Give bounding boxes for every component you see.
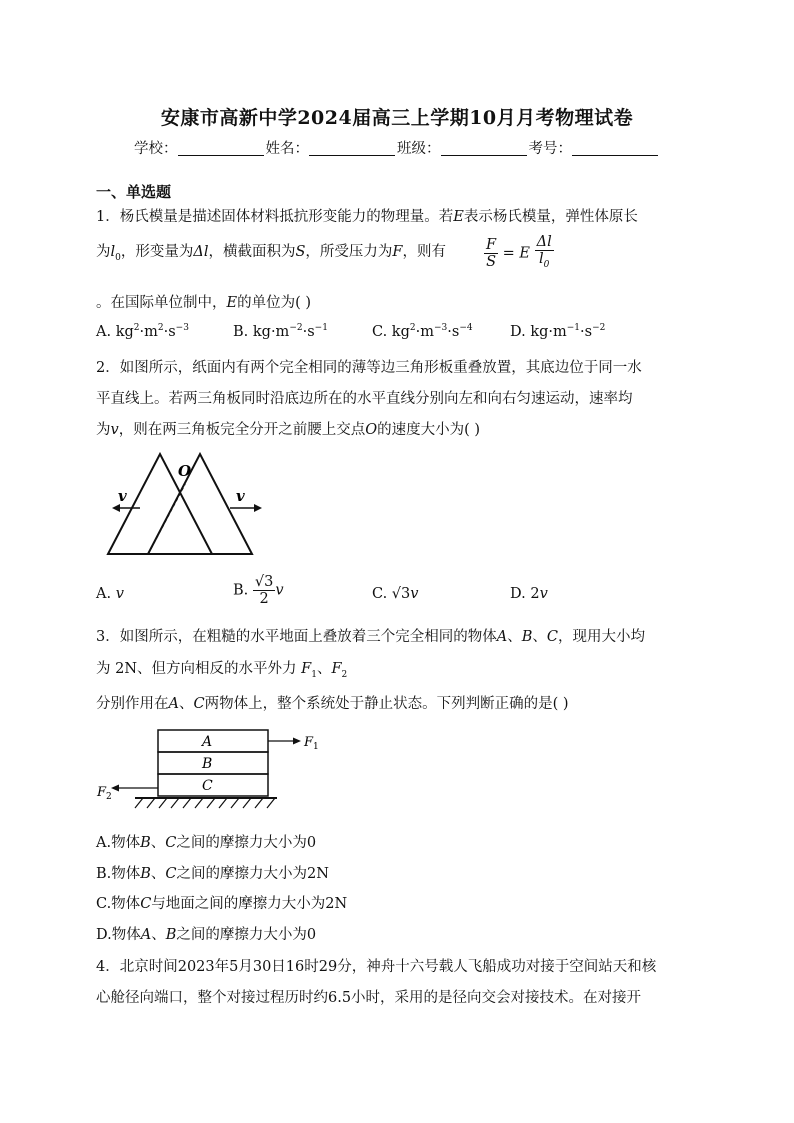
opt-text: ·s <box>302 323 315 340</box>
q3-var: F <box>331 661 342 677</box>
school-blank[interactable] <box>178 141 264 156</box>
exam-no-blank[interactable] <box>572 141 658 156</box>
opt-sup: 2 <box>133 323 140 333</box>
q3-line1 <box>96 625 645 646</box>
opt-text: C. √3 <box>372 586 411 602</box>
q2-option-c[interactable] <box>372 586 418 602</box>
opt-sup: −1 <box>566 323 581 333</box>
frac-num: Δl <box>536 234 552 250</box>
blocks-figure <box>95 722 330 814</box>
frac-den: 2 <box>259 591 269 607</box>
q3-option-b[interactable] <box>96 862 329 883</box>
opt-var: B <box>140 866 151 882</box>
force-f2-head <box>111 785 119 792</box>
q1-text: 表示杨氏模量，弹性体原长 <box>463 209 638 225</box>
q1-option-b[interactable] <box>233 323 328 340</box>
formula-fraction-dl <box>535 234 554 273</box>
q1-text: ，则有 <box>402 244 446 260</box>
arrow-left-head <box>112 504 120 512</box>
opt-text: C.物体 <box>96 896 141 912</box>
opt-text: A. <box>96 586 116 602</box>
q2-line2: 平直线上。若两三角板同时沿底边所在的水平直线分别向左和向右匀速运动，速率均 <box>96 391 633 407</box>
opt-text: D. 2 <box>510 586 540 602</box>
opt-text: A.物体 <box>96 835 141 851</box>
q2-var-o: O <box>365 422 378 438</box>
opt-text: ·m <box>415 323 434 340</box>
q3-text: 3．如图所示，在粗糙的水平地面上叠放着三个完全相同的物体 <box>96 629 497 645</box>
q2-line1: 2．如图所示，纸面内有两个完全相同的薄等边三角形板重叠放置，其底边位于同一水 <box>96 360 642 376</box>
opt-text: 之间的摩擦力大小为2N <box>176 866 329 882</box>
q3-option-c[interactable] <box>96 892 347 913</box>
opt-var: C <box>165 866 177 882</box>
opt-text: ·s <box>447 323 460 340</box>
opt-sup: −2 <box>592 323 606 333</box>
opt-text: 、 <box>151 927 166 943</box>
q3-var: C <box>193 696 205 712</box>
block-b-label: B <box>202 756 213 772</box>
opt-var: v <box>275 582 284 599</box>
q2-var-v: v <box>110 422 119 438</box>
frac-den: S <box>486 253 496 270</box>
q2-text: ，则在两三角板完全分开之前腰上交点 <box>118 422 366 438</box>
opt-text: ·m <box>139 323 158 340</box>
q3-var: A <box>168 696 179 712</box>
q1-var-l: l <box>110 244 116 260</box>
opt-text: ·s <box>163 323 176 340</box>
q3-text: 、 <box>507 629 522 645</box>
q3-line3 <box>96 692 569 713</box>
frac-num: √3 <box>254 574 274 590</box>
opt-text: C. kg <box>372 323 410 340</box>
formula-fraction-fs <box>484 237 498 270</box>
opt-sup: 2 <box>157 323 164 333</box>
q1-text: 的单位为( ) <box>237 295 312 311</box>
opt-sup: −2 <box>289 323 303 333</box>
opt-text: 之间的摩擦力大小为0 <box>176 835 317 851</box>
opt-text: 、 <box>150 835 166 851</box>
q1-text: 。在国际单位制中， <box>96 295 227 311</box>
q1-line2 <box>96 240 446 263</box>
q3-text: 、 <box>178 696 194 712</box>
q4-line1: 4．北京时间2023年5月30日16时29分，神舟十六号载人飞船成功对接于空间站天和核 <box>96 959 657 975</box>
q3-text: 、 <box>316 661 332 677</box>
velocity-right-label: v <box>236 487 245 505</box>
opt-text: D. kg·m <box>510 323 567 340</box>
q3-text: 分别作用在 <box>96 696 169 712</box>
q2-line3 <box>96 418 480 439</box>
block-c <box>158 774 268 796</box>
q2-text: 的速度大小为( ) <box>377 422 481 438</box>
frac-num: F <box>486 236 497 253</box>
opt-text: A. kg <box>96 323 134 340</box>
formula-eq: = E <box>502 245 531 262</box>
frac-den-sub: 0 <box>543 259 550 270</box>
opt-b-fraction <box>253 574 275 607</box>
q3-text: 、 <box>532 629 547 645</box>
q3-sub: 1 <box>311 669 317 680</box>
student-info-line <box>0 137 794 158</box>
arrow-right-head <box>254 504 262 512</box>
opt-text: 、 <box>150 866 166 882</box>
opt-text: 与地面之间的摩擦力大小为2N <box>151 896 348 912</box>
q1-option-d[interactable] <box>510 323 605 340</box>
force-f1-label: $F_1$ <box>304 735 319 752</box>
opt-sup: −3 <box>433 323 448 333</box>
q1-var-e: E <box>226 295 238 311</box>
q2-option-a[interactable] <box>96 586 124 602</box>
q3-text: 两物体上，整个系统处于静止状态。下列判断正确的是( ) <box>204 696 569 712</box>
opt-text: B.物体 <box>96 866 141 882</box>
q1-option-a[interactable] <box>96 323 189 340</box>
q1-sub: 0 <box>115 252 121 263</box>
force-f2-label: $F_2$ <box>97 785 112 802</box>
q1-text: ，横截面积为 <box>208 244 296 260</box>
q1-line3 <box>96 291 311 312</box>
frac-den-l: l <box>538 251 544 267</box>
triangles-figure <box>100 446 280 564</box>
opt-var: v <box>115 586 124 602</box>
opt-var: B <box>165 927 177 943</box>
q3-sub: 2 <box>341 669 348 680</box>
opt-var: v <box>410 586 419 602</box>
ground-hatching <box>135 798 275 808</box>
opt-var: B <box>140 835 151 851</box>
block-a-label: A <box>202 734 213 750</box>
q1-text: 1．杨氏模量是描述固体材料抵抗形变能力的物理量。若 <box>96 209 454 225</box>
class-blank[interactable] <box>441 141 527 156</box>
q1-formula <box>484 234 554 273</box>
opt-var: C <box>165 835 177 851</box>
q2-text: 为 <box>96 422 111 438</box>
section-title: 一、单选题 <box>96 183 172 201</box>
opt-text: B. kg·m <box>233 323 290 340</box>
q2-option-d[interactable] <box>510 586 548 602</box>
q2-option-b[interactable] <box>233 574 284 607</box>
opt-sup: −3 <box>175 323 189 333</box>
q1-line1 <box>96 205 638 226</box>
q1-option-c[interactable] <box>372 323 473 340</box>
name-label: 姓名： <box>265 141 309 157</box>
opt-text: D.物体 <box>96 927 141 943</box>
q1-text: ，所受压力为 <box>305 244 393 260</box>
name-blank[interactable] <box>309 141 395 156</box>
q4-line2: 心舱径向端口，整个对接过程历时约6.5小时，采用的是径向交会对接技术。在对接开 <box>96 990 642 1006</box>
q3-option-d[interactable] <box>96 923 316 944</box>
q3-var: C <box>546 629 558 645</box>
point-o-label: O <box>178 462 192 480</box>
opt-text: 之间的摩擦力大小为0 <box>176 927 317 943</box>
force-f1-head <box>293 738 301 745</box>
school-label: 学校： <box>134 141 178 157</box>
q1-text: 为 <box>96 244 111 260</box>
q3-var: A <box>496 629 508 645</box>
q3-text: 为 2N、但方向相反的水平外力 <box>96 661 302 677</box>
q3-option-a[interactable] <box>96 831 316 852</box>
q1-var-dl: Δl <box>193 244 209 260</box>
block-a <box>158 730 268 752</box>
opt-sup: −4 <box>459 323 473 333</box>
q3-line2 <box>96 657 347 680</box>
exam-title: 安康市高新中学2024届高三上学期10月月考物理试卷 <box>160 107 634 129</box>
q3-var: B <box>521 629 533 645</box>
opt-text: ·s <box>580 323 593 340</box>
frac-den <box>535 251 554 273</box>
velocity-left-label: v <box>118 487 127 505</box>
opt-sup: −1 <box>314 323 328 333</box>
block-b <box>158 752 268 774</box>
opt-text: B. <box>233 582 253 599</box>
class-label: 班级： <box>397 141 441 157</box>
opt-var: A <box>140 927 152 943</box>
exam-no-label: 考号： <box>528 141 572 157</box>
q3-text: ，现用大小均 <box>557 629 645 645</box>
block-c-label: C <box>202 778 213 794</box>
q1-var-s: S <box>295 244 306 260</box>
q1-var-e: E <box>453 209 464 225</box>
opt-var: C <box>140 896 152 912</box>
q1-text: ，形变量为 <box>120 244 194 260</box>
opt-var: v <box>539 586 548 602</box>
q3-var: F <box>301 661 312 677</box>
q1-var-f: F <box>392 244 403 260</box>
opt-sup: 2 <box>409 323 416 333</box>
